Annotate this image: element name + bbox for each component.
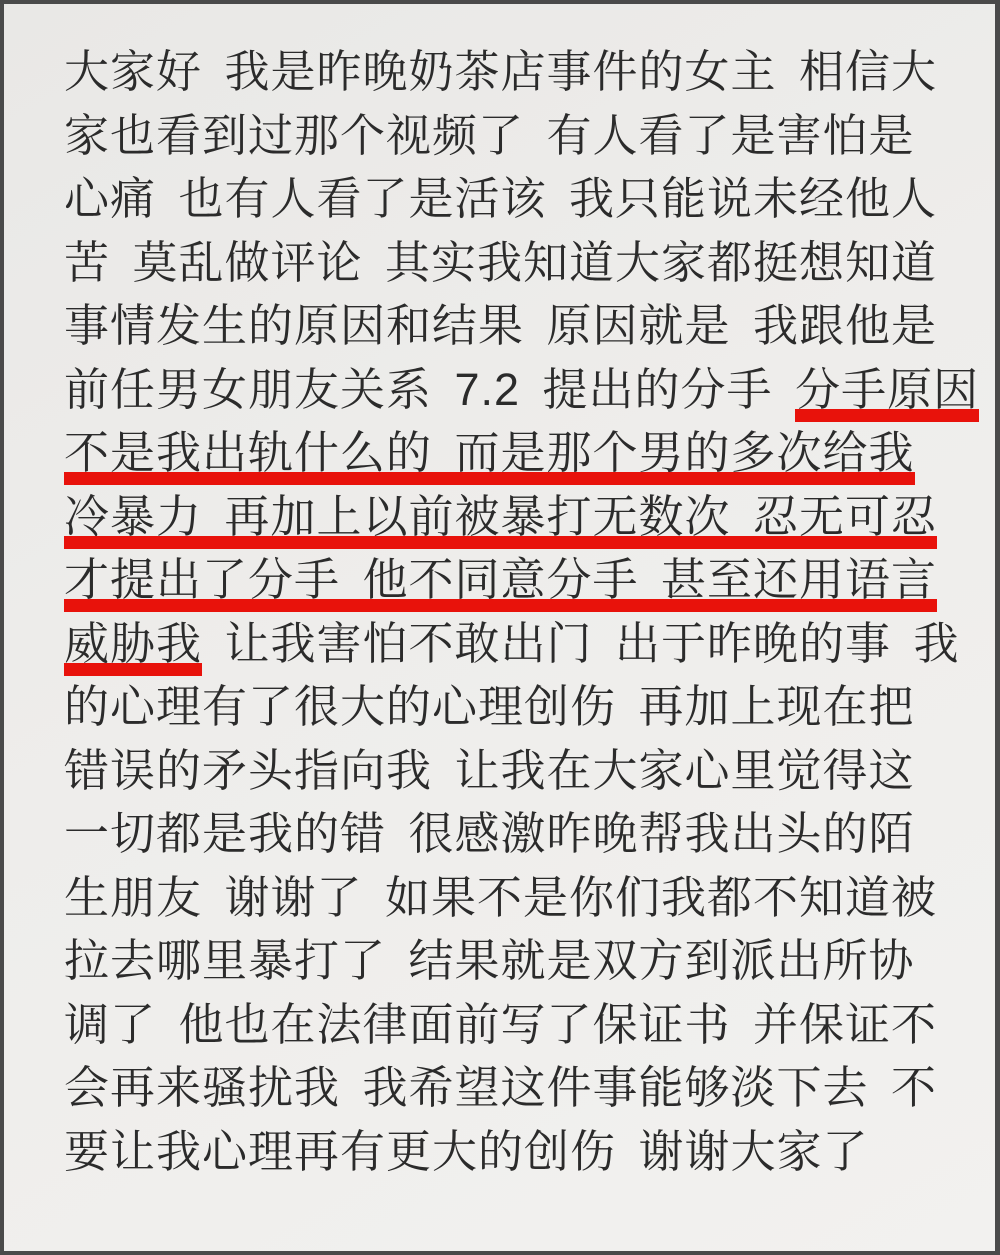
text-line	[64, 1120, 959, 1184]
text-segment: 家也看到过那个视频了 有人看了是害怕是	[64, 109, 915, 161]
text-segment: 一切都是我的错 很感激昨晚帮我出头的陌	[64, 808, 915, 859]
text-segment: 生朋友 谢谢了 如果不是你们我都不知道被	[64, 871, 938, 923]
underlined-text-segment: 不是我出轨什么的 而是那个男的多次给我	[64, 427, 915, 485]
underlined-text-segment: 冷暴力 再加上以前被暴打无数次 忍无可忍	[64, 491, 937, 549]
text-line	[64, 294, 959, 358]
text-line	[64, 739, 959, 803]
text-line	[64, 421, 959, 485]
underlined-text-segment: 分手原因	[795, 364, 979, 422]
text-line	[64, 485, 959, 549]
text-segment: 让我害怕不敢出门 出于昨晚的事 我	[202, 617, 960, 669]
text-segment: 前任男女朋友关系 7.2 提出的分手	[64, 363, 796, 415]
text-line	[64, 548, 959, 612]
text-line	[64, 231, 959, 295]
text-segment: 拉去哪里暴打了 结果就是双方到派出所协	[64, 935, 915, 986]
text-line	[64, 40, 959, 104]
text-line	[64, 866, 959, 930]
text-line	[64, 1056, 959, 1120]
text-segment: 要让我心理再有更大的创伤 谢谢大家了	[64, 1125, 869, 1177]
post-text	[64, 40, 980, 1183]
text-segment: 心痛 也有人看了是活该 我只能说未经他人	[64, 173, 938, 224]
text-line	[64, 929, 959, 993]
text-line	[64, 993, 959, 1057]
text-line	[64, 104, 959, 168]
underlined-text-segment: 才提出了分手 他不同意分手 甚至还用语言	[64, 554, 937, 612]
text-line	[64, 358, 980, 422]
text-line	[64, 167, 959, 231]
text-segment: 调了 他也在法律面前写了保证书 并保证不	[64, 998, 938, 1050]
text-segment: 大家好 我是昨晚奶茶店事件的女主 相信大	[64, 46, 938, 97]
underlined-text-segment: 威胁我	[64, 618, 202, 676]
text-line	[64, 612, 959, 676]
text-segment: 会再来骚扰我 我希望这件事能够淡下去 不	[64, 1062, 938, 1113]
text-segment: 错误的矛头指向我 让我在大家心里觉得这	[64, 744, 915, 796]
text-segment: 事情发生的原因和结果 原因就是 我跟他是	[64, 300, 938, 351]
text-segment: 苦 莫乱做评论 其实我知道大家都挺想知道	[64, 236, 938, 288]
text-line	[64, 675, 959, 739]
text-segment: 的心理有了很大的心理创伤 再加上现在把	[64, 681, 915, 732]
text-line	[64, 802, 959, 866]
